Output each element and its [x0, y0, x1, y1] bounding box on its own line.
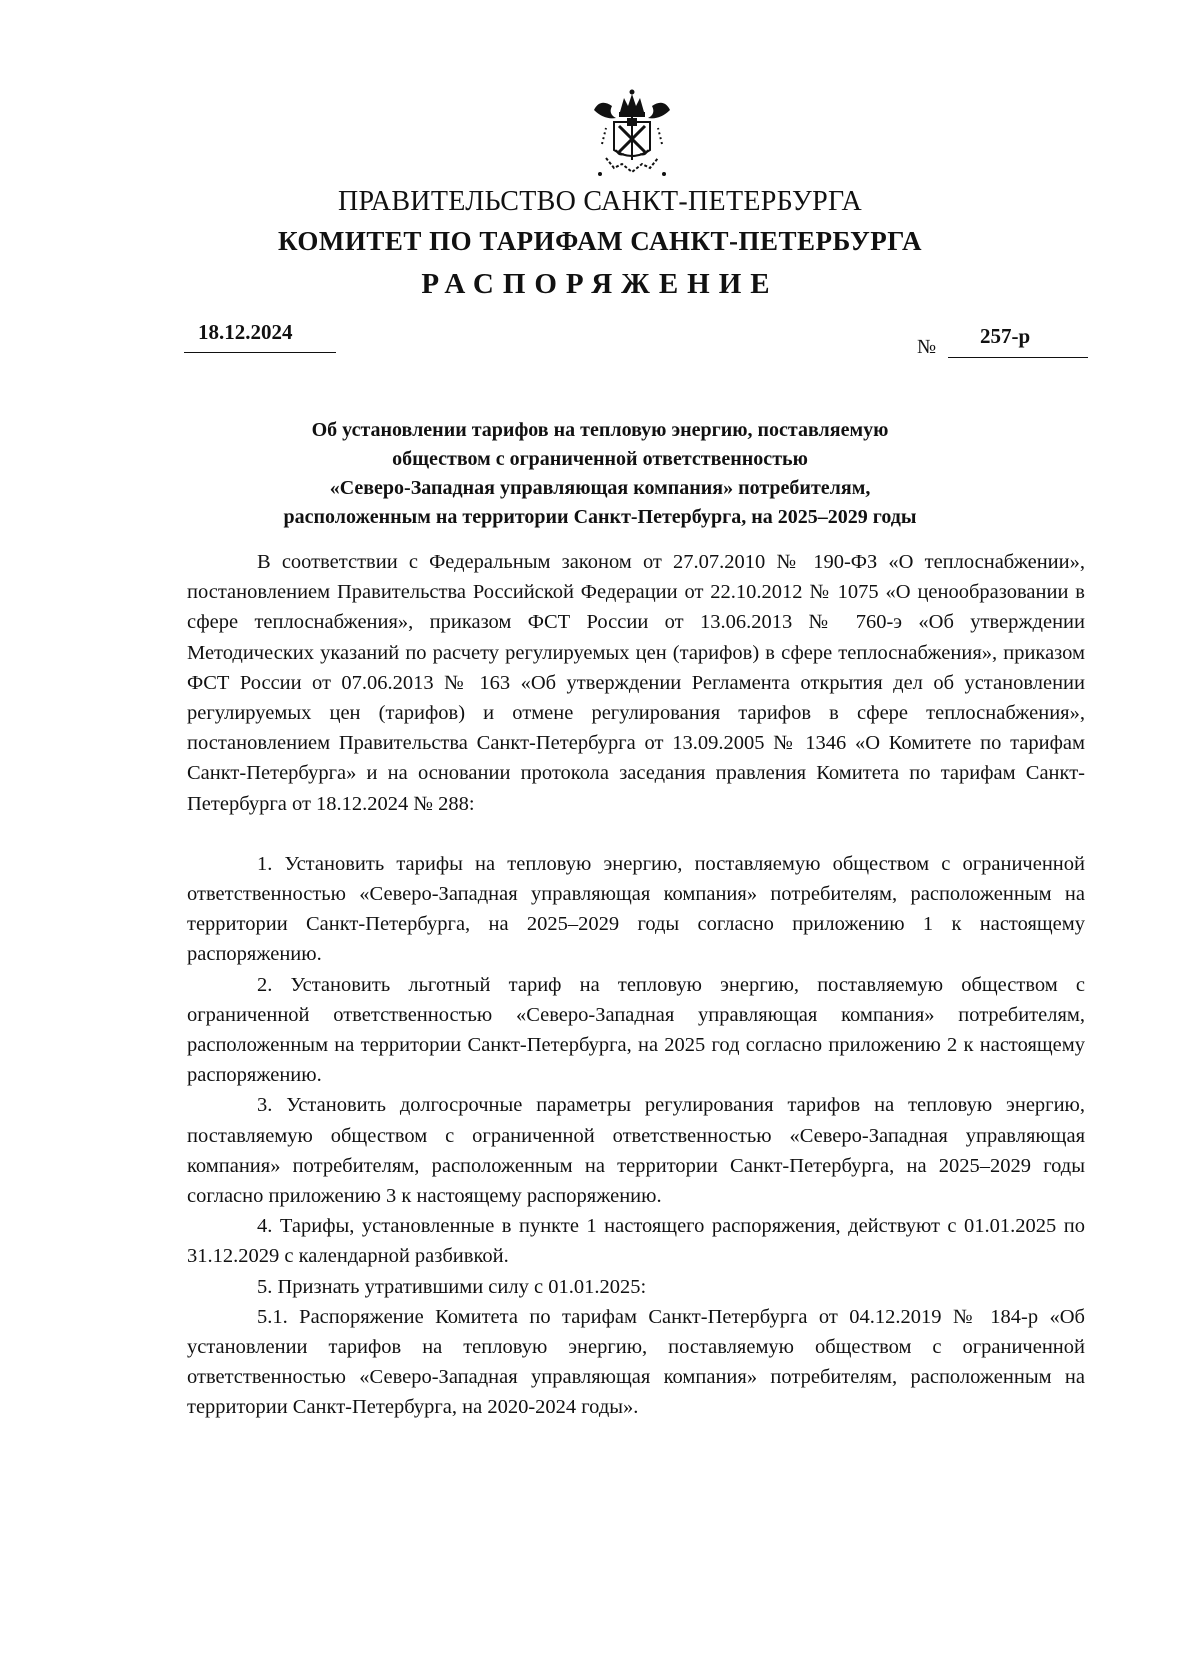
title-line: «Северо-Западная управляющая компания» потребителям, — [329, 477, 871, 499]
item-paragraph: 2. Установить льготный тариф на тепловую энергию, поставляемую обществом с ограниченной ответственностью «Северо-Западная управляющая компания» потребителям, расположенным на территории Санкт-Петербурга, на 2025 год согласно приложению 2 к настоящему распоряжению. — [187, 973, 1085, 1087]
government-name: ПРАВИТЕЛЬСТВО САНКТ-ПЕТЕРБУРГА — [338, 186, 862, 217]
item-paragraph: 1. Установить тарифы на тепловую энергию, поставляемую обществом с ограниченной ответственностью «Северо-Западная управляющая компания» потребителям, расположенным на территории Санкт-Петербурга, на 2025–2029 годы согласно приложению 1 к настоящему распоряжению. — [187, 852, 1085, 966]
item-paragraph: 5. Признать утратившими силу с 01.01.2025: — [257, 1275, 647, 1298]
date-underline — [184, 352, 336, 353]
document-body — [187, 547, 1085, 1423]
preamble-paragraph: В соответствии с Федеральным законом от 27.07.2010 № 190-ФЗ «О теплоснабжении», постановлением Правительства Российской Федерации от 22.10.2012 № 1075 «О ценообразовании в сфере теплоснабжения», приказом ФСТ России от 13.06.2013 № 760-э «Об утверждении Методических указаний по расчету регулируемых цен (тарифов) в сфере теплоснабжения», приказом ФСТ России от 07.06.2013 № 163 «Об утверждении Регламента открытия дел об установлении регулируемых цен (тарифов) и отмене регулирования тарифов в сфере теплоснабжения», постановлением Правительства Санкт-Петербурга от 13.09.2005 № 1346 «О Комитете по тарифам Санкт-Петербурга» и на основании протокола заседания правления Комитета по тарифам Санкт-Петербурга от 18.12.2024 № 288: — [187, 551, 1085, 815]
item-paragraph: 5.1. Распоряжение Комитета по тарифам Санкт-Петербурга от 04.12.2019 № 184-р «Об установлении тарифов на тепловую энергию, поставляемую обществом с ограниченной ответственностью «Северо-Западная управляющая компания» потребителям, расположенным на территории Санкт-Петербурга, на 2020-2024 годы». — [187, 1305, 1085, 1419]
title-line: расположенным на территории Санкт-Петербурга, на 2025–2029 годы — [283, 506, 917, 528]
number-sign: № — [917, 336, 937, 358]
st-petersburg-coat-of-arms-icon — [586, 88, 678, 184]
item-paragraph: 4. Тарифы, установленные в пункте 1 настоящего распоряжения, действуют с 01.01.2025 по 31.12.2029 с календарной разбивкой. — [187, 1215, 1085, 1268]
committee-name: КОМИТЕТ ПО ТАРИФАМ САНКТ-ПЕТЕРБУРГА — [278, 226, 922, 256]
document-number: 257-р — [980, 324, 1031, 348]
title-line: обществом с ограниченной ответственностью — [392, 448, 808, 470]
document-date: 18.12.2024 — [198, 320, 293, 344]
number-underline — [948, 357, 1088, 358]
paragraph-spacer — [187, 819, 1085, 849]
document-type: РАСПОРЯЖЕНИЕ — [421, 268, 779, 300]
document-title — [200, 416, 1000, 532]
item-paragraph: 3. Установить долгосрочные параметры регулирования тарифов на тепловую энергию, поставляемую обществом с ограниченной ответственностью «Северо-Западная управляющая компания» потребителям, расположенным на территории Санкт-Петербурга, на 2025–2029 годы согласно приложению 3 к настоящему распоряжению. — [187, 1094, 1085, 1208]
title-line: Об установлении тарифов на тепловую энергию, поставляемую — [311, 419, 889, 441]
